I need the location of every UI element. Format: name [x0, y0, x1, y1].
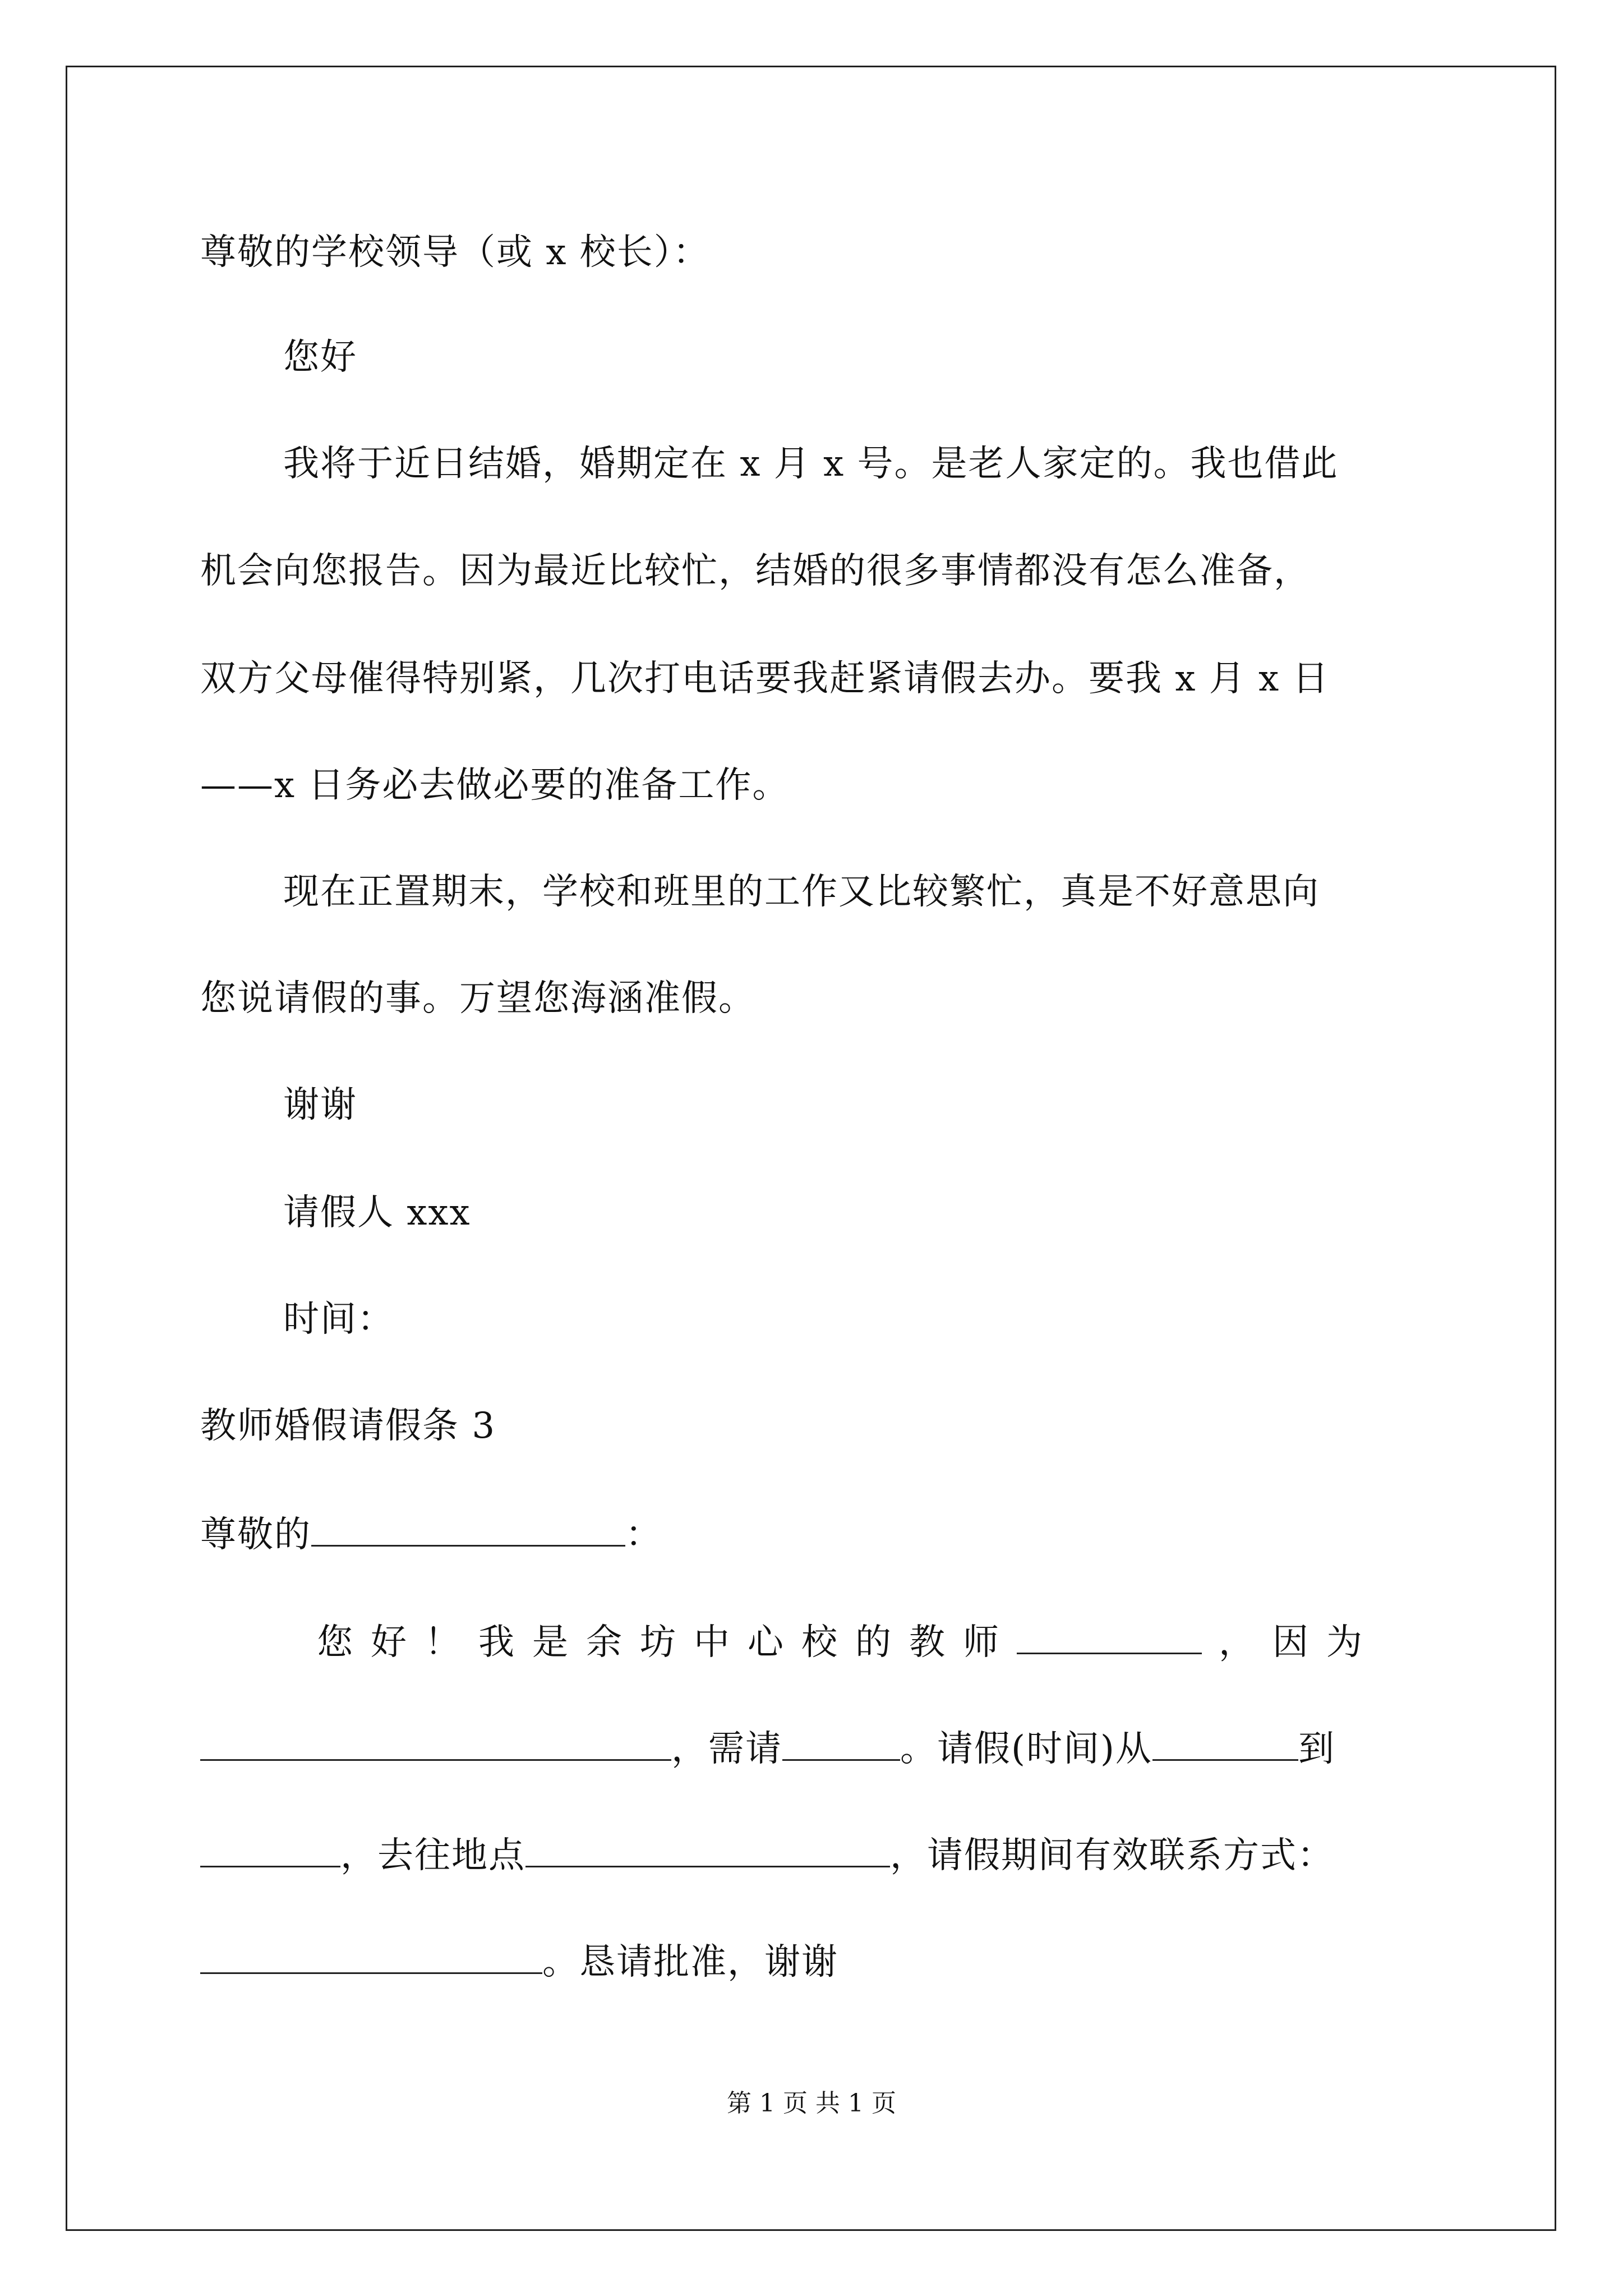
- recipient-blank: [311, 1510, 625, 1547]
- page-footer: 第 1 页 共 1 页: [727, 2089, 896, 2118]
- contact-blank: [200, 1938, 542, 1974]
- section-title: 教师婚假请假条 3: [200, 1405, 496, 1447]
- para1-line2: 机会向您报告。因为最近比较忙，结婚的很多事情都没有怎么准备，: [200, 550, 1311, 592]
- form-line1: [317, 1618, 1551, 1665]
- form-line3-mid: ，去往地点: [340, 1835, 525, 1876]
- salutation: 尊敬的学校领导（或 x 校长）：: [200, 232, 710, 273]
- form-line4: [200, 1938, 1434, 1985]
- page-border: [66, 66, 1556, 2231]
- form-line2: [200, 1724, 1434, 1772]
- destination-blank: [525, 1831, 890, 1867]
- para1-line3: 双方父母催得特别紧，几次打电话要我赶紧请假去办。要我 x 月 x 日: [200, 658, 1330, 700]
- greeting: 您好: [283, 337, 357, 378]
- form-salutation-prefix: 尊敬的: [200, 1514, 311, 1556]
- reason-blank: [200, 1724, 671, 1761]
- leave-start-blank: [1152, 1724, 1298, 1761]
- form-line3: [200, 1831, 1434, 1878]
- form-line4-end: 。恳请批准，谢谢: [542, 1941, 838, 1983]
- para2-line2: 您说请假的事。万望您海涵准假。: [200, 978, 755, 1019]
- form-line1-text: 您好！我是余坊中心校的教师: [317, 1622, 1017, 1663]
- applicant: 请假人 xxx: [283, 1192, 471, 1234]
- form-line2-mid: ，需请: [671, 1728, 782, 1770]
- form-line2-mid2: 。请假(时间)从: [900, 1728, 1152, 1770]
- teacher-name-blank: [1017, 1618, 1202, 1654]
- leave-end-blank: [200, 1831, 340, 1867]
- form-line2-end: 到: [1298, 1728, 1335, 1770]
- para1-line1: 我将于近日结婚，婚期定在 x 月 x 号。是老人家定的。我也借此: [283, 443, 1339, 485]
- form-line3-end: ，请假期间有效联系方式：: [890, 1835, 1334, 1876]
- time-label: 时间：: [283, 1299, 394, 1340]
- leave-type-blank: [782, 1724, 900, 1761]
- para2-line1: 现在正置期末，学校和班里的工作又比较繁忙，真是不好意思向: [283, 871, 1320, 913]
- para1-line4: ——x 日务必去做必要的准备工作。: [200, 765, 790, 806]
- form-line1-end: ，因为: [1219, 1622, 1380, 1663]
- form-salutation: [200, 1510, 1434, 1557]
- form-salutation-suffix: ：: [625, 1514, 662, 1556]
- thanks: 谢谢: [283, 1084, 357, 1126]
